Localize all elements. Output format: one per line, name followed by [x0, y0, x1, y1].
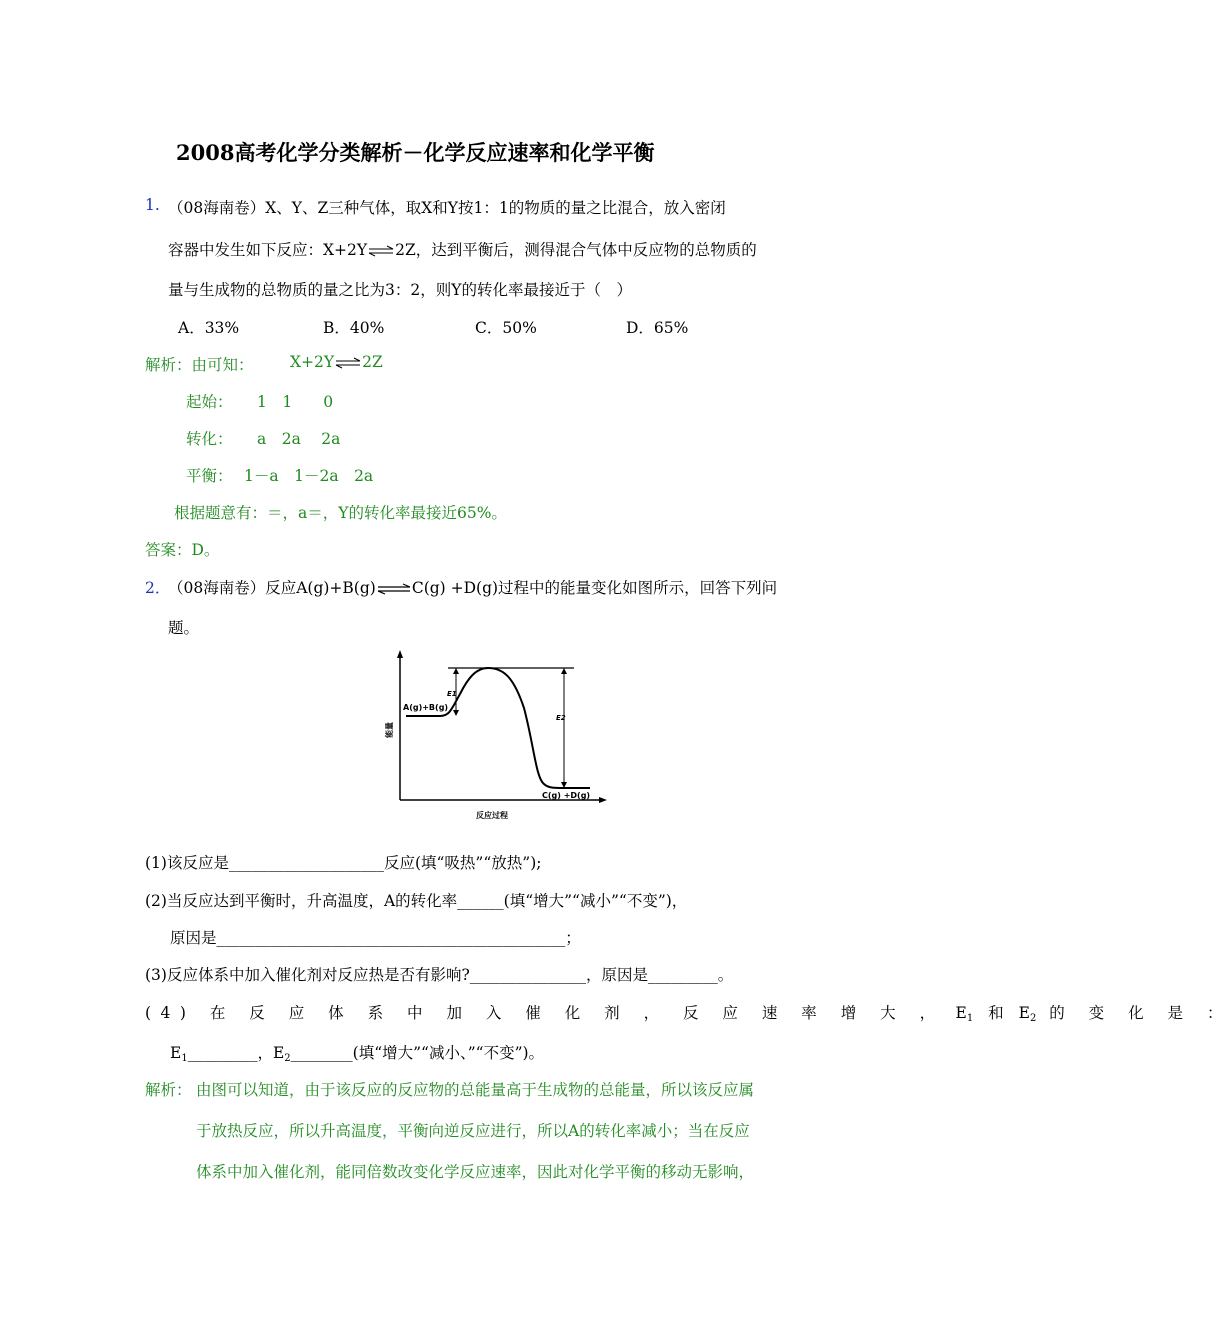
e2-label: E2 [556, 714, 566, 722]
option-a: A．33% [178, 319, 240, 337]
row-change-values: a 2a 2a [257, 430, 341, 448]
question-1-line2-end: 2Z，达到平衡后，测得混合气体中反应物的总物质的 [395, 241, 757, 259]
option-c: C．50% [475, 319, 537, 337]
e1-label: E1 [447, 690, 457, 698]
solution-1-answer: 答案：D。 [145, 541, 220, 559]
row-equilibrium-label: 平衡： [186, 467, 233, 485]
question-2-part-4 [145, 1001, 1232, 1024]
page-title: 2008高考化学分类解析－化学反应速率和化学平衡 [176, 140, 655, 165]
question-2-number: 2． [145, 579, 171, 597]
question-1-line2 [168, 238, 757, 260]
solution-1-label: 解析：由可知： [145, 356, 254, 374]
x-axis-arrow-icon [599, 797, 607, 803]
question-1-line3: 量与生成物的总物质的量之比为3：2，则Y的转化率最接近于（ ） [168, 281, 632, 299]
equilibrium-arrow-icon [377, 584, 411, 594]
energy-curve [406, 668, 590, 788]
energy-diagram [378, 648, 610, 824]
row-start-values: 1 1 0 [257, 393, 334, 411]
question-2-part-2-reason: 原因是_____________________________________________； [170, 929, 581, 947]
part-4-e1: $E_1$ [955, 1004, 974, 1024]
question-2-part-3: (3)反应体系中加入催化剂对反应热是否有影响?_______________，原因是_________。 [145, 966, 734, 984]
question-2-line2: 题。 [168, 619, 200, 637]
solution-2-line3: 体系中加入催化剂，能同倍数改变化学反应速率，因此对化学平衡的移动无影响， [196, 1163, 755, 1181]
row-start-label: 起始： [186, 393, 233, 411]
solution-1-conclusion: 根据题意有：＝，a＝，Y的转化率最接近65%。 [174, 504, 507, 522]
row-equilibrium-values: 1－a 1－2a 2a [244, 467, 374, 485]
e1-arrow-up-icon [453, 668, 459, 674]
question-2-line1-start: （08海南卷）反应A(g)+B(g) [168, 579, 376, 597]
question-2-part-4-blanks: $E_1\_\_\_\_\_\_\_\_\_$，$E_2\_\_\_\_\_\_\_\_$(填“增大”“减小、”“不变”)。 [170, 1044, 545, 1064]
row-change-label: 转化： [186, 430, 233, 448]
equilibrium-arrow-icon [335, 358, 361, 368]
solution-1-eq-left: X+2Y [290, 353, 335, 371]
solution-1-equation [290, 353, 383, 371]
question-1-line1: （08海南卷）X、Y、Z三种气体，取X和Y按1：1的物质的量之比混合，放入密闭 [168, 199, 726, 217]
equilibrium-arrow-icon [368, 246, 394, 256]
question-2-part-1: (1)该反应是____________________反应(填“吸热”“放热”); [145, 854, 542, 872]
question-1-line2-start: 容器中发生如下反应：X+2Y [168, 241, 368, 259]
y-axis-arrow-icon [397, 650, 403, 658]
e2-arrow-up-icon [561, 668, 567, 674]
solution-2-line1: 由图可以知道，由于该反应的反应物的总能量高于生成物的总能量，所以该反应属 [196, 1081, 755, 1099]
solution-1-eq-right: 2Z [362, 353, 383, 371]
products-label: C(g) +D(g) [542, 791, 591, 800]
solution-2-line2: 于放热反应，所以升高温度，平衡向逆反应进行，所以A的转化率减小；当在反应 [196, 1122, 750, 1140]
x-axis-label: 反应过程 [476, 811, 508, 820]
y-axis-label: 能量 [385, 722, 394, 738]
question-1-number: 1. [145, 196, 160, 214]
reactants-label: A(g)+B(g) [403, 703, 449, 712]
e1-arrow-down-icon [453, 710, 459, 716]
part-4-rest: 的 变 化 是 ： [1049, 1004, 1232, 1022]
solution-2-label: 解析： [145, 1081, 192, 1099]
part-4-text: (4) 在 反 应 体 系 中 加 入 催 化 剂 ， 反 应 速 率 增 大 ， [145, 1004, 945, 1022]
option-d: D．65% [626, 319, 689, 337]
option-b: B．40% [323, 319, 385, 337]
part-4-e2: $E_2$ [1018, 1004, 1037, 1024]
question-2-part-2: (2)当反应达到平衡时，升高温度，A的转化率______(填“增大”“减小”“不变”)， [145, 892, 688, 910]
question-2-line1-end: C(g) +D(g)过程中的能量变化如图所示，回答下列问 [411, 579, 778, 597]
part-4-and: 和 [988, 1004, 1004, 1022]
question-2-line1 [168, 576, 777, 598]
